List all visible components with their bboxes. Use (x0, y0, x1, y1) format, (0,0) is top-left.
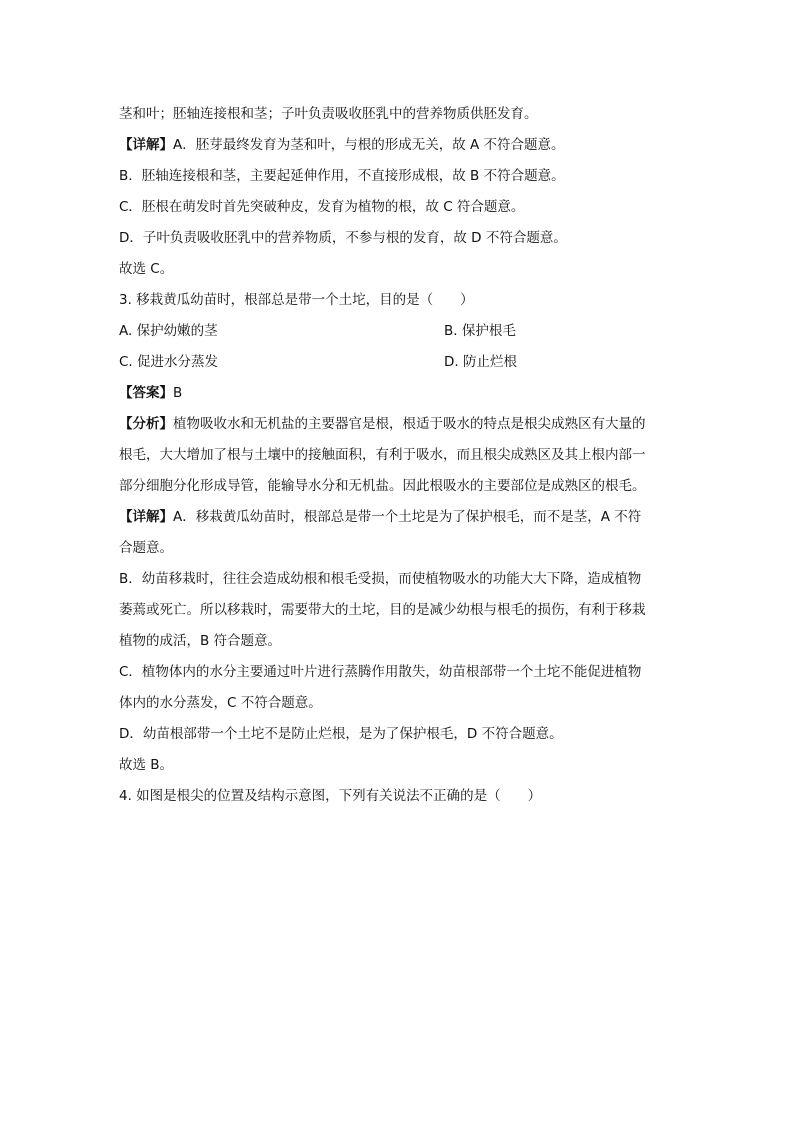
option-d: D. 防止烂根 (444, 354, 517, 370)
text-line: 体内的水分蒸发，C 不符合题意。 (119, 695, 322, 711)
text-line: 故选 B。 (119, 757, 174, 773)
text-line: 根毛，大大增加了根与土壤中的接触面积，有利于吸水，而且根尖成熟区及其上根内部一 (119, 447, 646, 463)
question-4: 4. 如图是根尖的位置及结构示意图，下列有关说法不正确的是（ ） (119, 788, 542, 804)
answer-line: 【答案】B (119, 385, 183, 401)
option-a: A. 保护幼嫩的茎 (119, 323, 218, 339)
text-line: 茎和叶；胚轴连接根和茎；子叶负责吸收胚乳中的营养物质供胚发育。 (119, 106, 538, 122)
analysis-tag: 【分析】 (119, 416, 173, 432)
text-line: 【详解】A．胚芽最终发育为茎和叶，与根的形成无关，故 A 不符合题意。 (119, 137, 565, 153)
question-3: 3. 移栽黄瓜幼苗时，根部总是带一个土坨，目的是（ ） (119, 292, 474, 308)
text-line: 植物的成活，B 符合题意。 (119, 633, 282, 649)
section-tag: 【详解】 (119, 137, 173, 153)
text-line: 故选 C。 (119, 261, 174, 277)
text-line: D．幼苗根部带一个土坨不是防止烂根，是为了保护根毛，D 不符合题意。 (119, 726, 563, 742)
explanation-tag: 【详解】 (119, 509, 173, 525)
option-c: C. 促进水分蒸发 (119, 354, 219, 370)
text-line: 萎蔫或死亡。所以移栽时，需要带大的土坨，目的是减少幼根与根毛的损伤，有利于移栽 (119, 602, 646, 618)
explanation-line: 【详解】A．移栽黄瓜幼苗时，根部总是带一个土坨是为了保护根毛，而不是茎，A 不符 (119, 509, 642, 525)
answer-tag: 【答案】 (119, 385, 173, 401)
text-line: D．子叶负责吸收胚乳中的营养物质，不参与根的发育，故 D 不符合题意。 (119, 230, 567, 246)
option-b: B. 保护根毛 (444, 323, 516, 339)
text-line: B．胚轴连接根和茎，主要起延伸作用，不直接形成根，故 B 不符合题意。 (119, 168, 565, 184)
text-line: C．植物体内的水分主要通过叶片进行蒸腾作用散失，幼苗根部带一个土坨不能促进植物 (119, 664, 642, 680)
text-line: C．胚根在萌发时首先突破种皮，发育为植物的根，故 C 符合题意。 (119, 199, 525, 215)
text-line: B．幼苗移栽时，往往会造成幼根和根毛受损，而使植物吸水的功能大大下降，造成植物 (119, 571, 642, 587)
text-line: 合题意。 (119, 540, 173, 556)
analysis-line: 【分析】植物吸收水和无机盐的主要器官是根，根适于吸水的特点是根尖成熟区有大量的 (119, 416, 646, 432)
text-line: 部分细胞分化形成导管，能输导水分和无机盐。因此根吸水的主要部位是成熟区的根毛。 (119, 478, 646, 494)
